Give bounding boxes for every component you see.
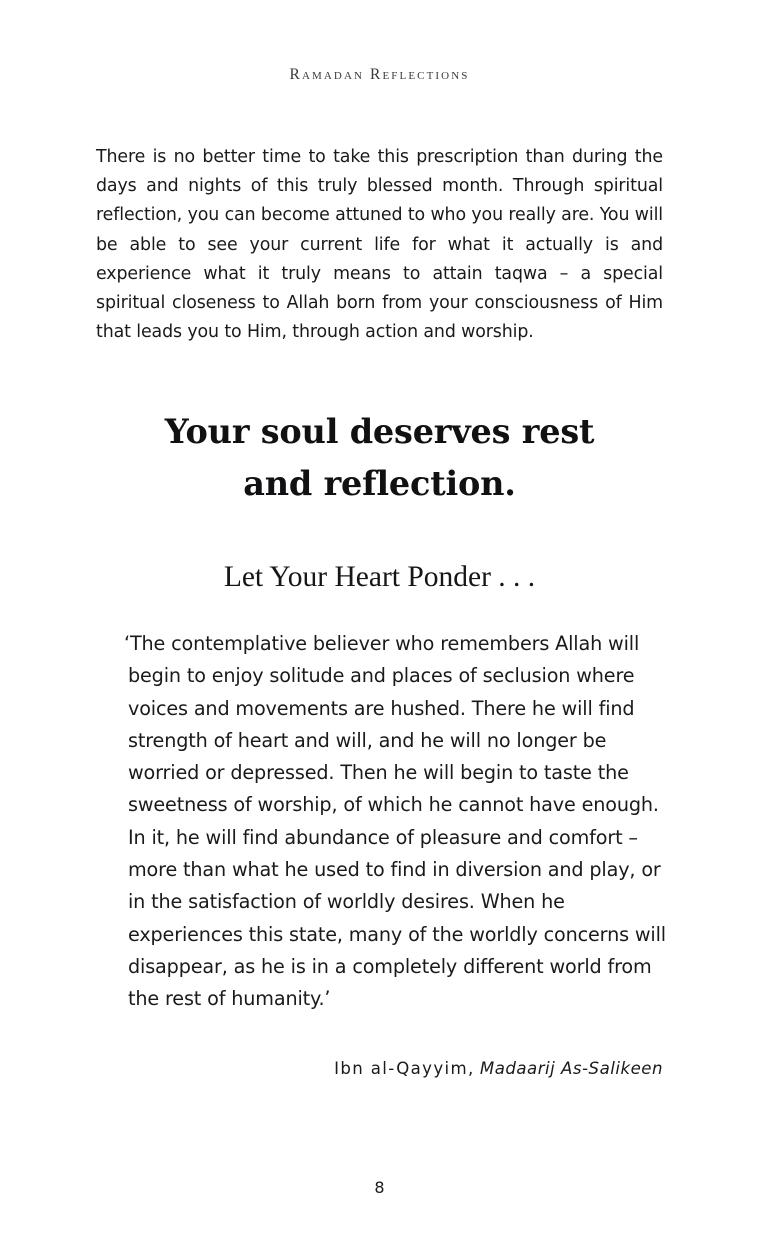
display-heading-line-1: Your soul deserves rest (164, 412, 595, 451)
body-paragraph: There is no better time to take this prescription than during the days and nights of this truly blessed month. Through spiritual reflection, you can become attuned to who you really are. You will be able to see your current life for what it actually is and experience what it truly means to attain taqwa – a special spiritual closeness to Allah born from your consciousness of Him that leads you to Him, through action and worship. (96, 147, 663, 343)
attribution-author: Ibn al-Qayyim, (334, 1059, 475, 1078)
quotation-block (124, 628, 673, 1016)
running-head: Ramadan Reflections (289, 66, 470, 83)
page-number: 8 (374, 1178, 385, 1197)
section-subheading: Let Your Heart Ponder . . . (223, 561, 536, 593)
display-heading-line-2: and reflection. (243, 464, 516, 503)
attribution-work-title: Madaarij As-Salikeen (479, 1059, 663, 1078)
quotation-text: ‘The contemplative believer who remembers Allah will begin to enjoy solitude and places of seclusion where voices and movements are hushed. There he will find strength of heart and will, and he will no longer be worried or depressed. Then he will begin to taste the sweetness of worship, of which he cannot have enough. In it, he will find abundance of pleasure and comfort – more than what he used to find in diversion and play, or in the satisfaction of worldly desires. When he experiences this state, many of the worldly concerns will disappear, as he is in a completely different world from the rest of humanity.’ (124, 632, 666, 1011)
quotation-attribution (96, 1057, 663, 1081)
body-text-block (96, 143, 663, 347)
display-heading (96, 406, 663, 510)
